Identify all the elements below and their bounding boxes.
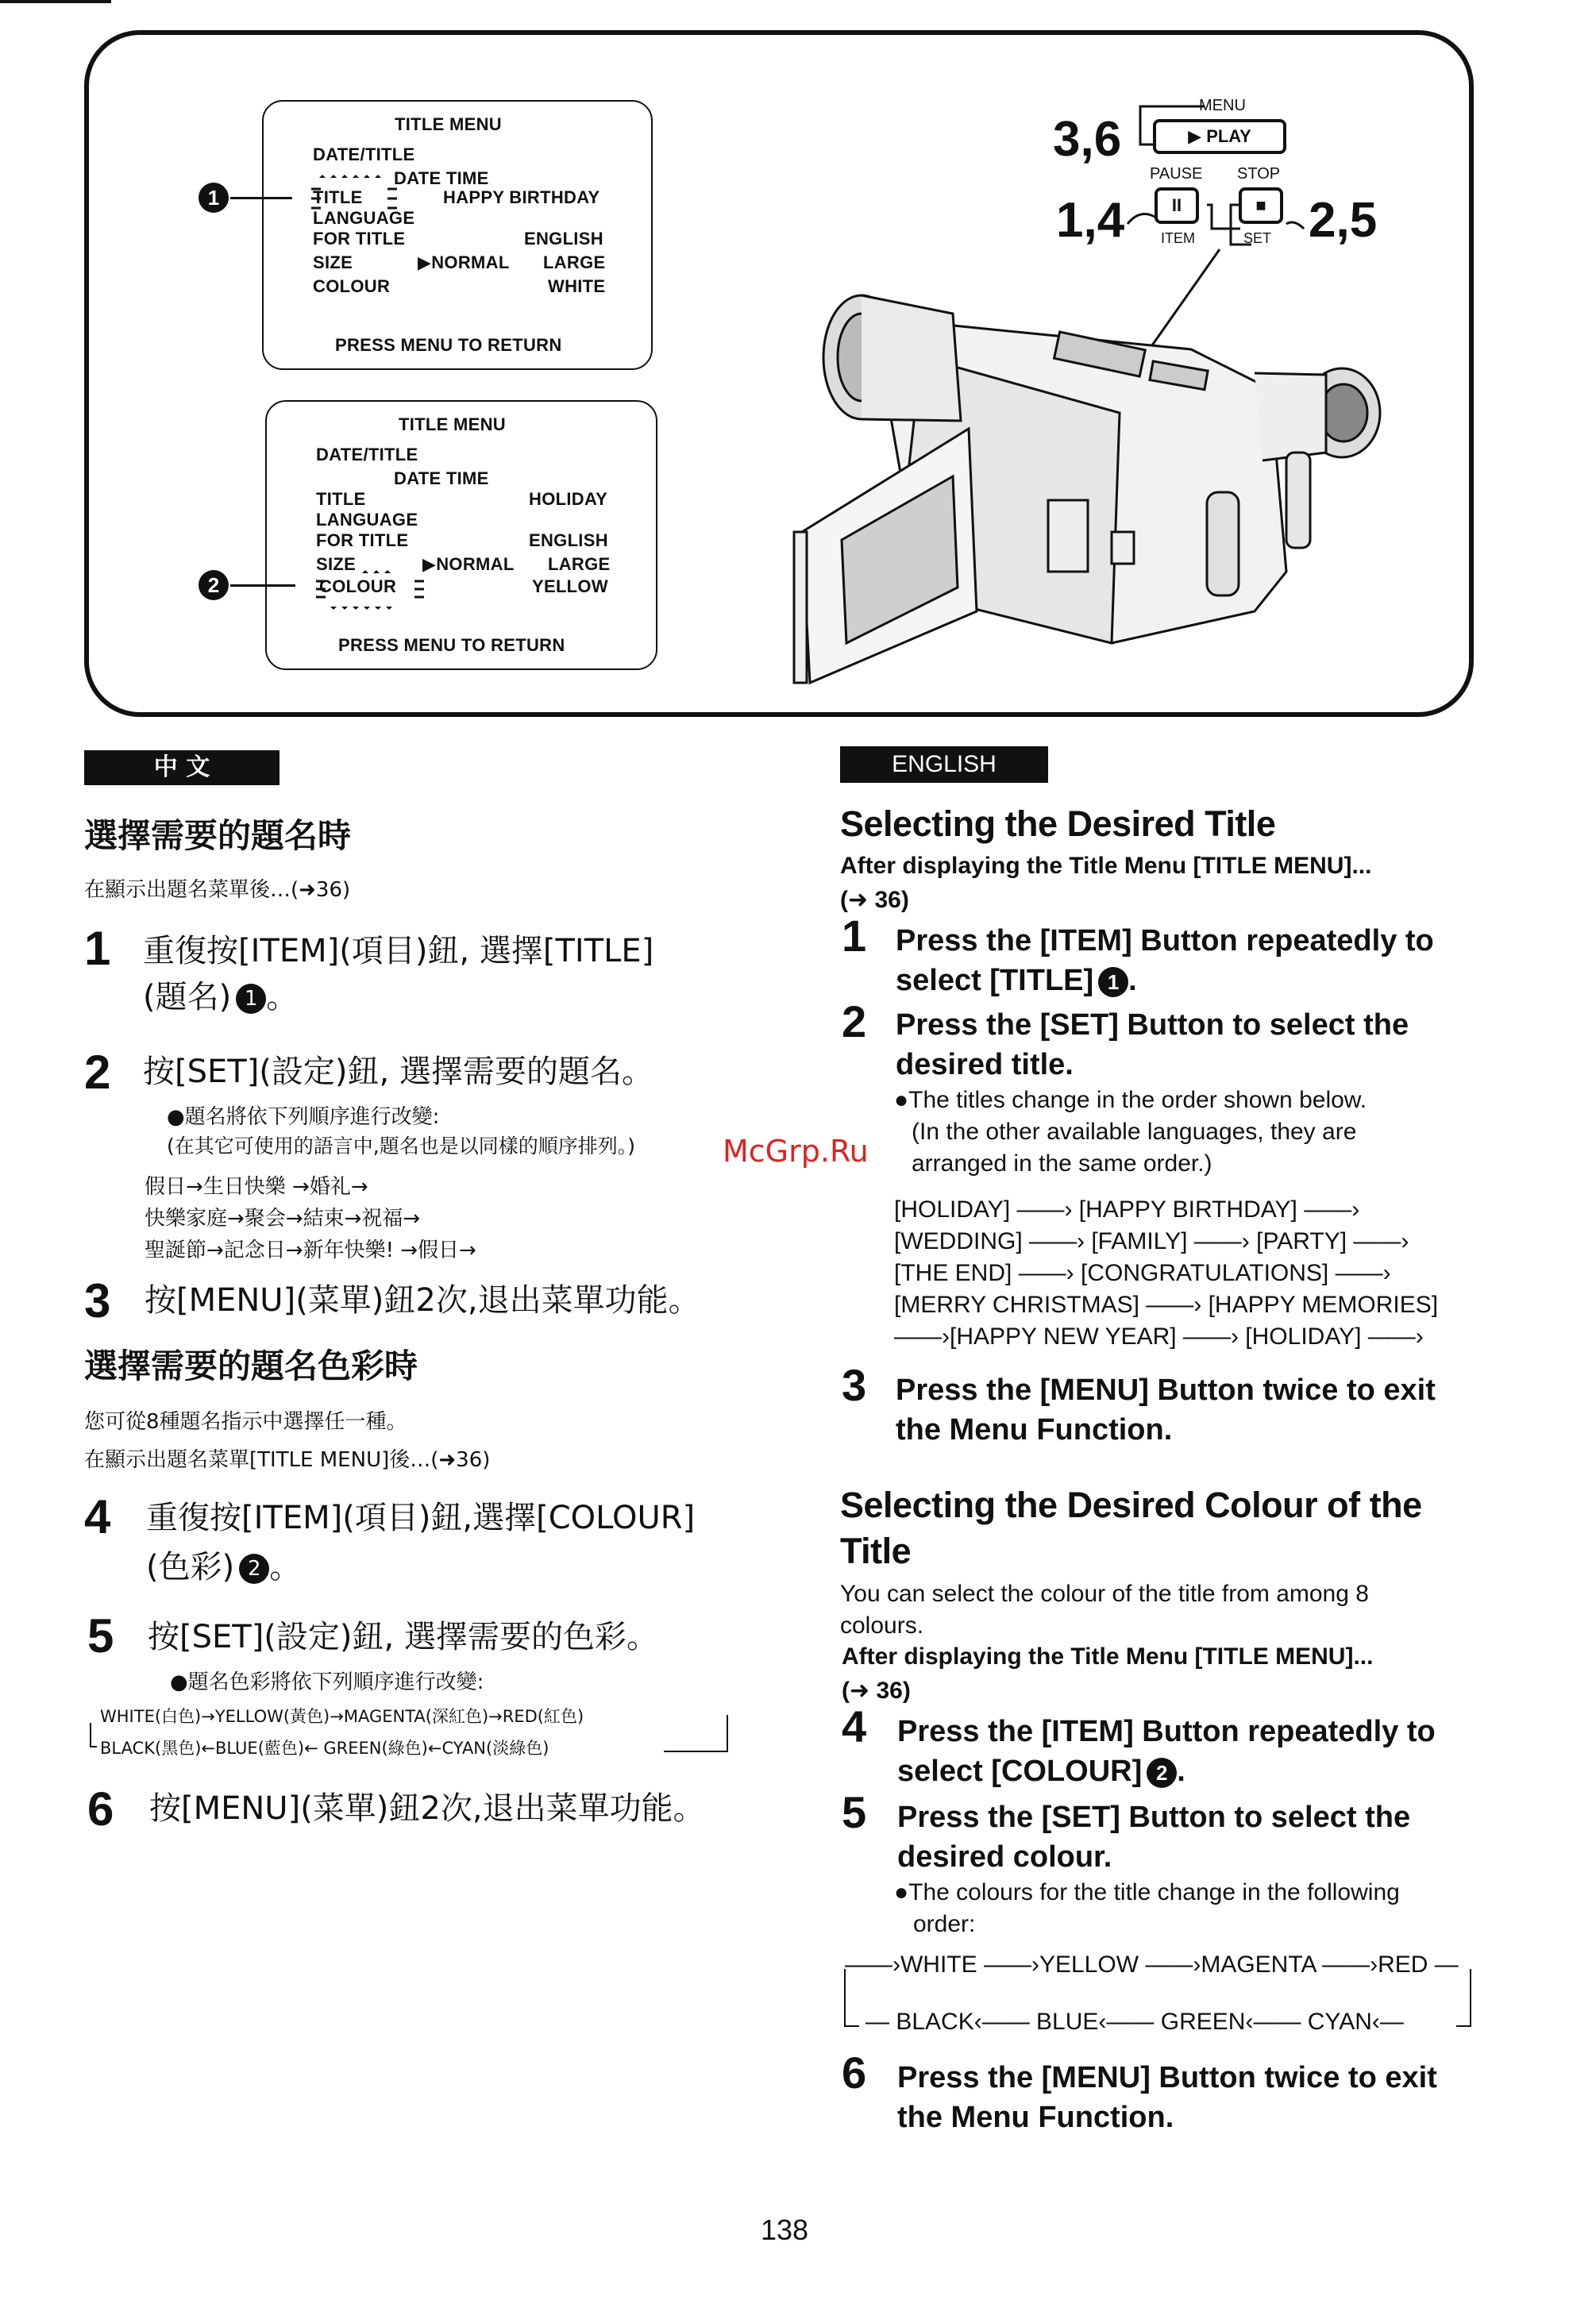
- menu2-for-title-value: ENGLISH: [529, 530, 608, 550]
- en-step-2-bullet-1: ●The titles change in the order shown below.: [894, 1087, 1367, 1113]
- cn-intro-3: 在顯示出題名菜單[TITLE MENU]後…(➜36): [84, 1448, 491, 1472]
- en-step-1-number: 1: [842, 911, 867, 961]
- chinese-badge: 中 文: [84, 750, 279, 785]
- menu2-highlight-marks: [299, 564, 434, 619]
- en-step-6-number: 6: [842, 2048, 867, 2098]
- cn-step-1-marker: 1: [236, 984, 266, 1014]
- menu1-date-title: DATE/TITLE: [313, 144, 415, 164]
- cn-step-4-marker: 2: [239, 1554, 269, 1584]
- cn-step-2-seq-1: 假日→生日快樂 →婚礼→: [145, 1175, 368, 1199]
- en-intro-3a: After displaying the Title Menu [TITLE MENU]...: [842, 1643, 1374, 1670]
- callout-1-line: [230, 197, 292, 199]
- menu2-size-normal: ▶NORMAL: [422, 554, 515, 574]
- menu1-for-title-value: ENGLISH: [524, 229, 603, 249]
- en-title-seq-1: [HOLIDAY] ——› [HAPPY BIRTHDAY] ——›: [894, 1196, 1360, 1223]
- cn-step-1-line2: (題名): [143, 979, 232, 1015]
- menu2-colour: COLOUR: [319, 576, 397, 596]
- cn-intro-2: 您可從8種題名指示中選擇任一種。: [84, 1410, 407, 1434]
- cn-step-4-number: 4: [84, 1490, 111, 1543]
- en-step-4-marker: 2: [1147, 1758, 1177, 1788]
- menu2-language: LANGUAGE: [316, 510, 418, 530]
- en-step-3-number: 3: [842, 1360, 867, 1410]
- watermark: McGrp.Ru: [723, 1134, 869, 1169]
- cn-heading-colour: 選擇需要的題名色彩時: [84, 1347, 418, 1385]
- menu1-highlight-marks: [295, 175, 438, 230]
- en-step-2-number: 2: [842, 996, 867, 1046]
- menu2-date-title: DATE/TITLE: [316, 445, 418, 464]
- cn-step-6-line: 按[MENU](菜單)鈕2次,退出菜單功能。: [149, 1790, 705, 1827]
- menu1-title-label: TITLE: [313, 187, 363, 207]
- set-caption: SET: [1243, 230, 1272, 246]
- en-step-4-number: 4: [842, 1701, 867, 1751]
- en-intro-2b: colours.: [840, 1612, 924, 1639]
- cn-step-2-seq-2: 快樂家庭→聚会→結束→祝福→: [145, 1207, 421, 1231]
- en-heading-colour-b: Title: [840, 1531, 912, 1571]
- cn-step-2-bullet-1: ●題名將依下列順序進行改變:: [167, 1105, 440, 1129]
- cn-step-1-line1: 重復按[ITEM](項目)鈕, 選擇[TITLE]: [143, 933, 654, 969]
- en-step-5-bullet-1: ●The colours for the title change in the following: [894, 1879, 1400, 1905]
- pause-caption: PAUSE: [1150, 165, 1203, 183]
- en-step-4-line2: select [COLOUR]: [897, 1755, 1143, 1788]
- en-title-seq-4: [MERRY CHRISTMAS] ——› [HAPPY MEMORIES]: [894, 1292, 1439, 1318]
- menu1-colour-value: WHITE: [548, 276, 606, 296]
- en-intro-2a: You can select the colour of the title from among 8: [840, 1581, 1369, 1607]
- top-rule: [0, 0, 111, 3]
- menu2-title-value: HOLIDAY: [529, 489, 608, 509]
- camcorder-illustration: [778, 238, 1397, 699]
- en-heading-title: Selecting the Desired Title: [840, 803, 1276, 844]
- en-step-2-bullet-2: (In the other available languages, they are: [912, 1119, 1357, 1145]
- cn-step-4-line2-wrap: (色彩) 2 。: [146, 1549, 302, 1585]
- en-intro-1b: (➜ 36): [840, 887, 909, 913]
- menu2-title: TITLE MENU: [399, 414, 506, 434]
- en-step-4-line1: Press the [ITEM] Button repeatedly to: [897, 1715, 1436, 1748]
- en-step-3-line2: the Menu Function.: [896, 1413, 1173, 1447]
- cn-step-6-number: 6: [87, 1782, 114, 1836]
- en-step-5-line1: Press the [SET] Button to select the: [897, 1801, 1411, 1834]
- cn-step-3-line: 按[MENU](菜單)鈕2次,退出菜單功能。: [145, 1282, 700, 1319]
- play-button[interactable]: ▶ PLAY: [1153, 119, 1286, 154]
- button-label-2-5: 2,5: [1309, 193, 1378, 248]
- en-colour-seq-bottom: — BLACK‹—— BLUE‹—— GREEN‹—— CYAN‹—: [865, 2009, 1404, 2035]
- menu1-footer: PRESS MENU TO RETURN: [335, 335, 562, 355]
- en-step-1-marker: 1: [1098, 967, 1128, 997]
- cn-step-4-line1: 重復按[ITEM](項目)鈕,選擇[COLOUR]: [146, 1500, 696, 1536]
- menu1-title-value: HAPPY BIRTHDAY: [443, 187, 600, 207]
- cn-step-1-number: 1: [84, 922, 111, 975]
- menu2-colour-value: YELLOW: [532, 576, 608, 596]
- menu2-for-title: FOR TITLE: [316, 530, 409, 550]
- cn-step-3-number: 3: [84, 1274, 111, 1327]
- en-title-seq-5: ——›[HAPPY NEW YEAR] ——› [HOLIDAY] ——›: [894, 1323, 1424, 1350]
- en-step-2-line1: Press the [SET] Button to select the: [896, 1008, 1409, 1042]
- menu2-title-label: TITLE: [316, 489, 366, 509]
- english-badge: ENGLISH: [840, 746, 1048, 783]
- menu1-size-large: LARGE: [543, 252, 606, 272]
- en-step-4-line2-wrap: select [COLOUR] 2 .: [897, 1755, 1185, 1788]
- menu1-size-normal: ▶NORMAL: [418, 252, 510, 272]
- en-step-2-bullet-3: arranged in the same order.): [912, 1150, 1212, 1177]
- menu2-size-large: LARGE: [548, 554, 611, 574]
- en-step-6-line2: the Menu Function.: [897, 2101, 1174, 2134]
- callout-2: 2: [199, 570, 229, 600]
- en-title-seq-3: [THE END] ——› [CONGRATULATIONS] ——›: [894, 1260, 1391, 1286]
- en-step-5-line2: desired colour.: [897, 1840, 1112, 1874]
- en-step-1-line2: select [TITLE]: [896, 964, 1094, 997]
- cn-step-5-line: 按[SET](設定)鈕, 選擇需要的色彩。: [148, 1619, 658, 1655]
- page-number: 138: [761, 2213, 809, 2246]
- callout-1: 1: [199, 183, 229, 213]
- button-label-1-4: 1,4: [1056, 193, 1125, 248]
- menu1-title: TITLE MENU: [395, 114, 502, 134]
- menu1-date-time: DATE TIME: [394, 168, 489, 188]
- en-step-2-line2: desired title.: [896, 1048, 1074, 1081]
- en-intro-3b: (➜ 36): [842, 1678, 911, 1704]
- en-intro-1a: After displaying the Title Menu [TITLE MENU]...: [840, 853, 1372, 879]
- cn-intro-1: 在顯示出題名菜單後…(➜36): [84, 878, 351, 902]
- stop-caption: STOP: [1237, 165, 1281, 183]
- cn-colour-seq-2: BLACK(黑色)←BLUE(藍色)← GREEN(綠色)←CYAN(淡綠色): [100, 1739, 549, 1758]
- title-menu-screen-2: [265, 400, 657, 670]
- cn-step-1-line2-wrap: (題名) 1 。: [143, 979, 299, 1015]
- title-menu-screen-1: [262, 100, 653, 370]
- menu2-size: SIZE: [316, 554, 357, 574]
- menu1-size: SIZE: [313, 252, 353, 272]
- en-heading-colour-a: Selecting the Desired Colour of the: [840, 1485, 1422, 1525]
- menu1-language: LANGUAGE: [313, 208, 415, 228]
- en-step-1-line2-wrap: select [TITLE] 1 .: [896, 964, 1137, 997]
- cn-step-2-seq-3: 聖誕節→記念日→新年快樂! →假日→: [145, 1239, 476, 1262]
- cn-step-2-line: 按[SET](設定)鈕, 選擇需要的題名。: [143, 1054, 653, 1090]
- cn-step-5-number: 5: [87, 1609, 114, 1663]
- cn-step-5-bullet: ●題名色彩將依下列順序進行改變:: [170, 1670, 484, 1694]
- item-caption: ITEM: [1161, 230, 1195, 246]
- cn-step-2-bullet-2: (在其它可使用的語言中,題名也是以同樣的順序排列。): [167, 1135, 635, 1158]
- en-step-5-bullet-2: order:: [913, 1911, 976, 1937]
- en-step-6-line1: Press the [MENU] Button twice to exit: [897, 2061, 1437, 2094]
- pause-item-button[interactable]: II: [1155, 187, 1199, 224]
- menu2-footer: PRESS MENU TO RETURN: [338, 635, 565, 655]
- callout-2-line: [230, 584, 295, 587]
- menu2-date-time: DATE TIME: [394, 468, 489, 488]
- button-label-3-6: 3,6: [1053, 112, 1122, 167]
- stop-set-button[interactable]: ■: [1239, 187, 1283, 224]
- cn-step-4-line2: (色彩): [146, 1549, 235, 1585]
- menu1-for-title: FOR TITLE: [313, 229, 406, 249]
- en-title-seq-2: [WEDDING] ——› [FAMILY] ——› [PARTY] ——›: [894, 1228, 1409, 1254]
- en-step-5-number: 5: [842, 1787, 867, 1837]
- menu1-colour: COLOUR: [313, 276, 391, 296]
- cn-colour-seq-1: WHITE(白色)→YELLOW(黃色)→MAGENTA(深紅色)→RED(紅色): [100, 1707, 584, 1726]
- cn-heading-title: 選擇需要的題名時: [84, 816, 352, 855]
- en-step-1-line1: Press the [ITEM] Button repeatedly to: [896, 924, 1434, 957]
- en-colour-seq-top: ——›WHITE ——›YELLOW ——›MAGENTA ——›RED —: [845, 1951, 1459, 1978]
- cn-step-2-number: 2: [84, 1046, 111, 1099]
- menu-caption: MENU: [1199, 97, 1246, 114]
- en-step-3-line1: Press the [MENU] Button twice to exit: [896, 1374, 1436, 1407]
